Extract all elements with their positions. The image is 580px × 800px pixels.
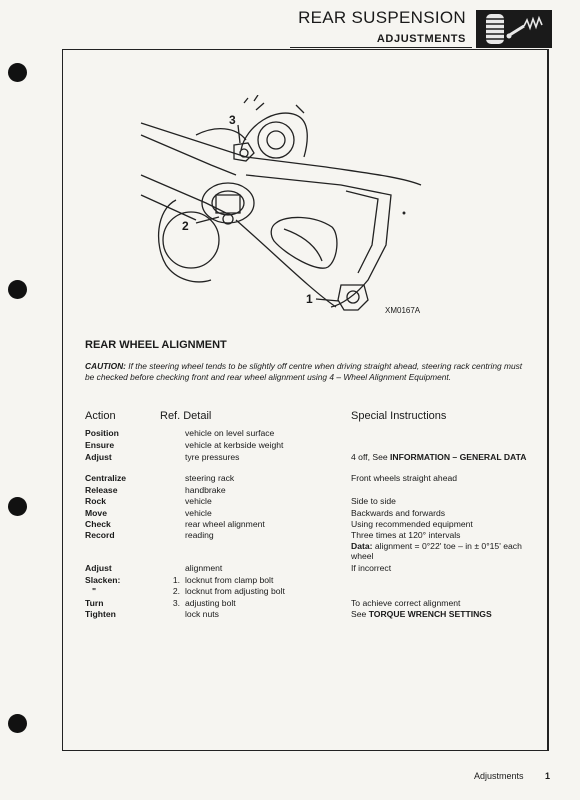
row-special [351,452,531,463]
callout-3: 3 [229,113,236,127]
row-action: Adjust [85,563,112,573]
page-subtitle: ADJUSTMENTS [376,33,466,45]
row-action: Centralize [85,473,127,483]
row-detail: vehicle [185,496,212,506]
row-detail: handbrake [185,485,226,495]
column-header-ref-detail: Ref. Detail [160,410,212,422]
row-action: Turn [85,598,104,608]
row-ref: 2. [172,586,180,596]
row-special: Backwards and forwards [351,508,446,518]
row-detail: vehicle at kerbside weight [185,440,284,450]
column-header-action: Action [85,410,116,422]
caution-label: CAUTION: [85,361,126,371]
rear-suspension-icon [476,10,552,48]
page-title: REAR SUSPENSION [298,8,466,27]
row-action: " [92,586,97,596]
row-action: Ensure [85,440,115,450]
row-detail: locknut from adjusting bolt [185,586,285,596]
row-detail: vehicle on level surface [185,428,275,438]
row-detail: adjusting bolt [185,598,236,608]
special-text: See [351,609,367,619]
caution-note [85,361,525,382]
caution-text: If the steering wheel tends to be slightly off centre when driving straight ahead, steering rack centring must be checked before checking front and rear wheel alignment using 4 – Wheel Alignment Equipment. [85,361,523,382]
row-detail: rear wheel alignment [185,519,265,529]
row-action: Move [85,508,107,518]
row-action: Record [85,530,115,540]
column-header-special-instructions: Special Instructions [351,410,447,422]
row-detail: locknut from clamp bolt [185,575,274,585]
binder-hole [8,497,27,516]
row-special [351,530,531,562]
binder-hole [8,63,27,82]
row-detail: lock nuts [185,609,219,619]
row-action: Rock [85,496,107,506]
row-action: Release [85,485,118,495]
row-detail: steering rack [185,473,235,483]
binder-hole [8,280,27,299]
row-special: Using recommended equipment [351,519,473,529]
row-detail: vehicle [185,508,212,518]
row-action: Position [85,428,119,438]
row-detail: tyre pressures [185,452,240,462]
row-detail: reading [185,530,214,540]
special-text: Three times at 120° intervals [351,530,461,540]
row-action: Tighten [85,609,116,619]
page-number: 1 [545,771,551,781]
row-detail: alignment [185,563,223,573]
row-ref: 3. [172,598,180,608]
row-special: If incorrect [351,563,392,573]
row-special: Front wheels straight ahead [351,473,458,483]
row-action: Check [85,519,111,529]
data-label: Data: [351,540,373,551]
special-reference: TORQUE WRENCH SETTINGS [368,609,492,619]
footer-section-label: Adjustments [474,771,524,781]
header-rule [290,47,472,48]
special-reference: INFORMATION – GENERAL DATA [390,452,527,462]
row-action: Adjust [85,452,112,462]
row-action: Slacken: [85,575,121,585]
figure-code: XM0167A [385,306,421,315]
row-ref: 1. [172,575,180,585]
data-value: alignment = 0°22' toe – in ± 0°15' each wheel [351,540,522,561]
row-special: To achieve correct alignment [351,598,461,608]
row-special: Side to side [351,496,396,506]
rear-suspension-illustration [136,95,436,320]
special-text: 4 off, See [351,452,388,462]
binder-hole [8,714,27,733]
section-title: REAR WHEEL ALIGNMENT [85,339,227,351]
row-special [351,609,531,620]
callout-2: 2 [182,219,189,233]
callout-1: 1 [306,292,313,306]
